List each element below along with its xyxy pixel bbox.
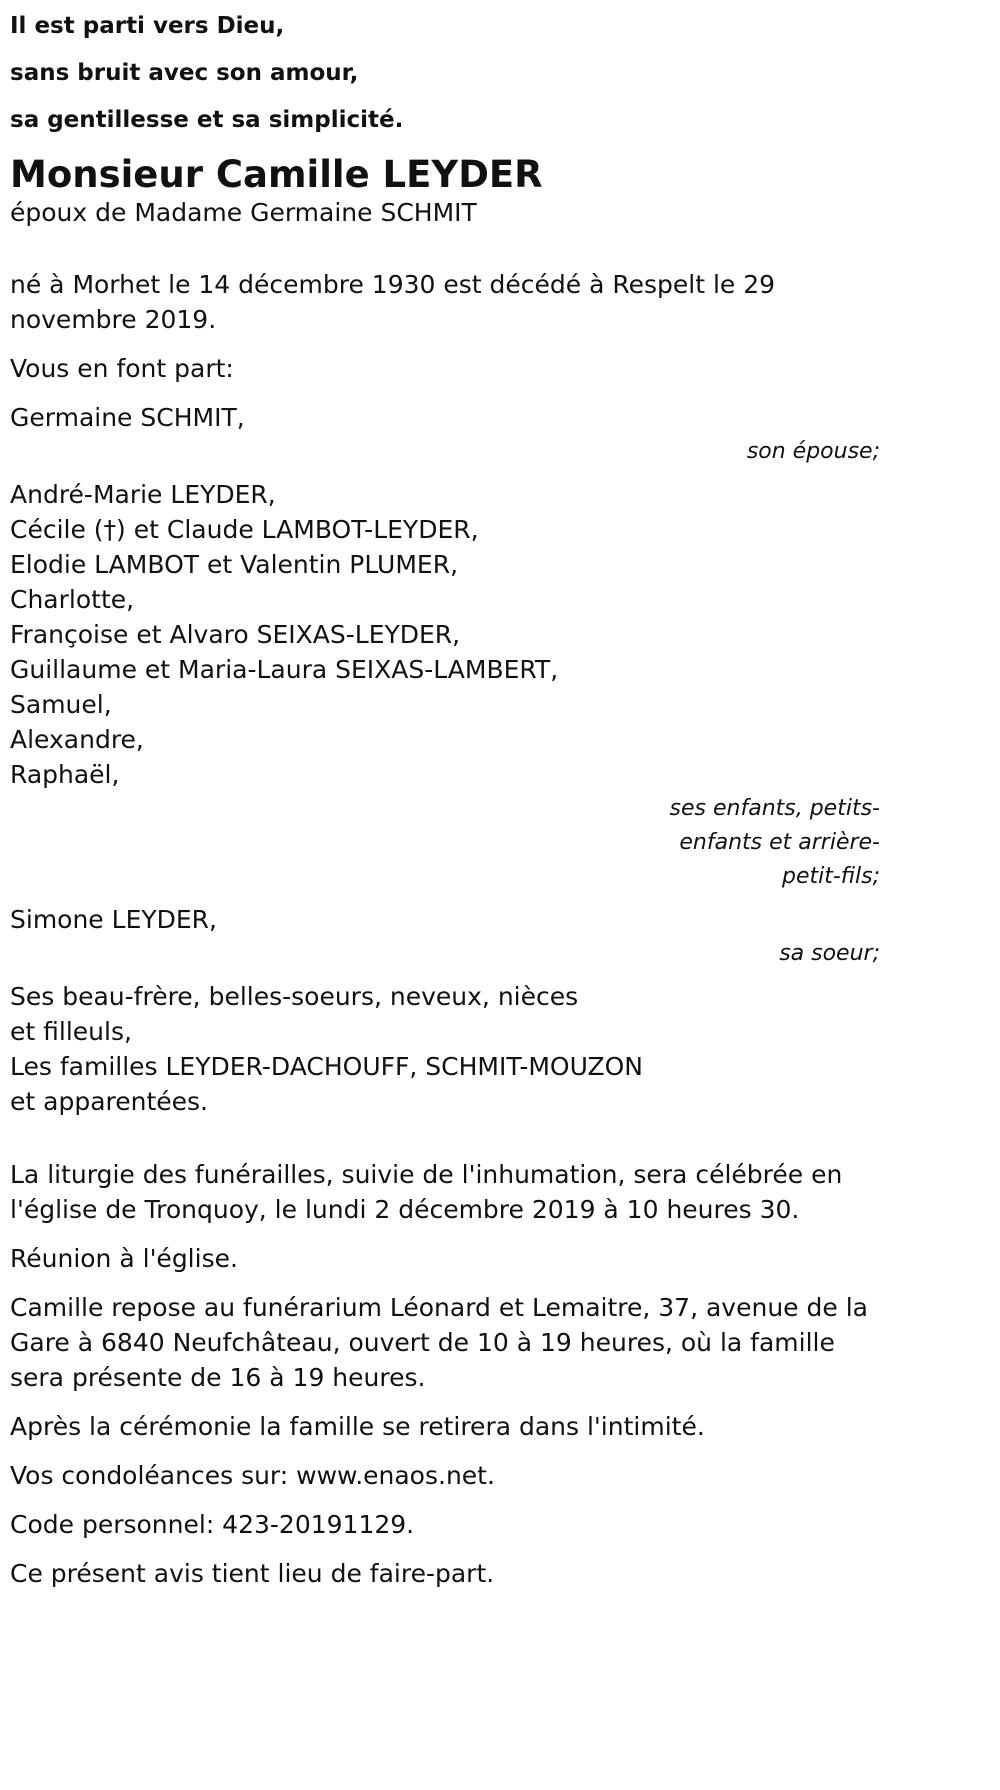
children-relation: ses enfants, petits-enfants et arrière-petit-fils; xyxy=(669,796,880,889)
birth-death-text: né à Morhet le 14 décembre 1930 est décédé à Respelt le 29 novembre 2019. xyxy=(10,270,776,334)
children-group xyxy=(10,477,880,894)
wife-group xyxy=(10,400,880,469)
meeting-text: Réunion à l'église. xyxy=(10,1244,238,1273)
funeral-text: La liturgie des funérailles, suivie de l'inhumation, sera célébrée en l'église de Tronquoy, le lundi 2 décembre 2019 à 10 heures 30. xyxy=(10,1160,843,1224)
obituary-page xyxy=(0,12,1000,1790)
personal-code-text: Code personnel: 423-20191129. xyxy=(10,1510,415,1539)
child-entry-2: Cécile (†) et Claude LAMBOT-LEYDER, xyxy=(10,515,479,544)
extended-family xyxy=(10,979,880,1119)
child-entry-6: Guillaume et Maria-Laura SEIXAS-LAMBERT, xyxy=(10,655,559,684)
after-ceremony-text: Après la cérémonie la famille se retirera dans l'intimité. xyxy=(10,1412,705,1441)
opening-line-3: sa gentillesse et sa simplicité. xyxy=(10,107,404,133)
sister-relation: sa soeur; xyxy=(779,941,880,966)
child-entry-9: Raphaël, xyxy=(10,760,120,789)
child-entry-5: Françoise et Alvaro SEIXAS-LEYDER, xyxy=(10,620,461,649)
announcement-intro: Vous en font part: xyxy=(10,354,234,383)
child-entry-3: Elodie LAMBOT et Valentin PLUMER, xyxy=(10,550,459,579)
rest-text: Camille repose au funérarium Léonard et Lemaitre, 37, avenue de la Gare à 6840 Neufchâteau, ouvert de 10 à 19 heures, où la famille sera présente de 16 à 19 heures. xyxy=(10,1293,868,1392)
opening-line-2: sans bruit avec son amour, xyxy=(10,60,359,86)
condolences-text: Vos condoléances sur: www.enaos.net. xyxy=(10,1461,495,1490)
family-line-3: Les familles LEYDER-DACHOUFF, SCHMIT-MOUZON xyxy=(10,1052,643,1081)
family-line-1: Ses beau-frère, belles-soeurs, neveux, nièces xyxy=(10,982,579,1011)
family-line-2: et filleuls, xyxy=(10,1017,132,1046)
obituary-content xyxy=(10,12,880,1591)
child-entry-8: Alexandre, xyxy=(10,725,144,754)
wife-relation: son épouse; xyxy=(746,439,880,464)
sister-group xyxy=(10,902,880,971)
child-entry-1: André-Marie LEYDER, xyxy=(10,480,276,509)
child-entry-7: Samuel, xyxy=(10,690,112,719)
notice-text: Ce présent avis tient lieu de faire-part. xyxy=(10,1559,495,1588)
opening-line-1: Il est parti vers Dieu, xyxy=(10,13,285,39)
opening-verse xyxy=(10,12,880,134)
wife-name: Germaine SCHMIT, xyxy=(10,403,245,432)
family-line-4: et apparentées. xyxy=(10,1087,208,1116)
child-entry-4: Charlotte, xyxy=(10,585,135,614)
spouse-line: époux de Madame Germaine SCHMIT xyxy=(10,198,477,227)
deceased-name: Monsieur Camille LEYDER xyxy=(10,153,543,196)
sister-name: Simone LEYDER, xyxy=(10,905,217,934)
